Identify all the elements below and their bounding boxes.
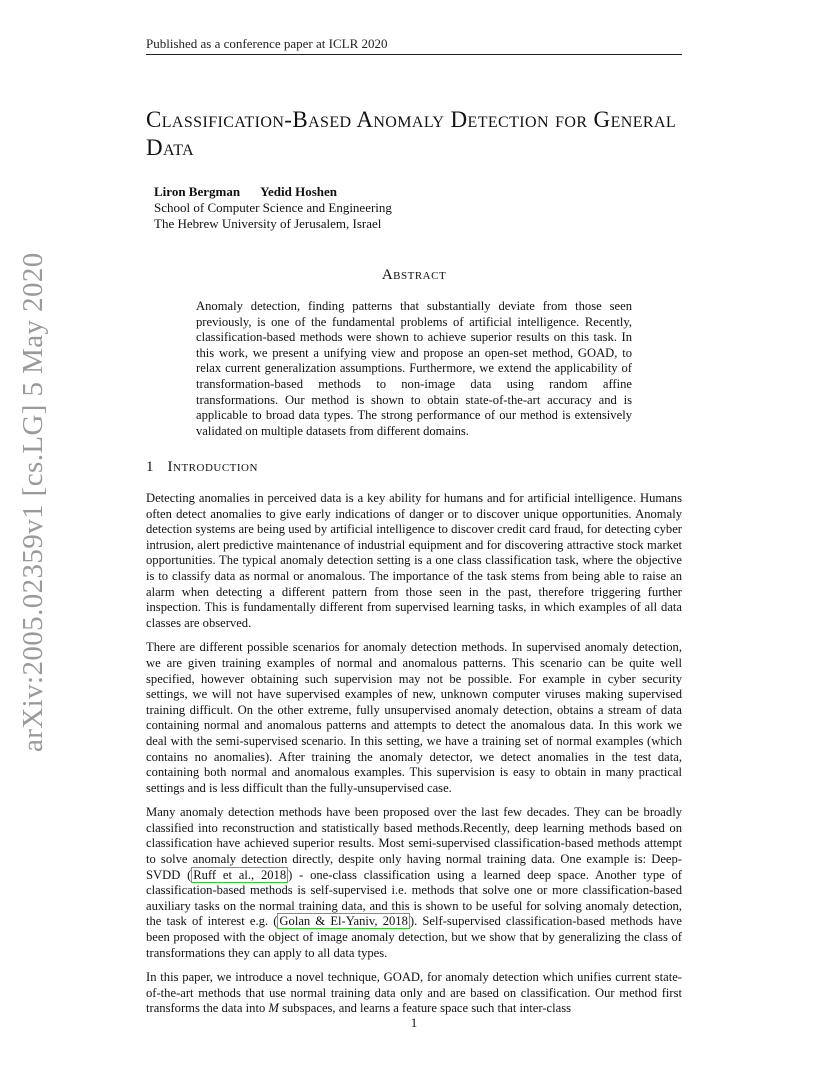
paragraph: Detecting anomalies in perceived data is a key ability for humans and for artificial intelligence. Humans often detect anomalies to give early indications of danger or to discover unique opportunities. Anomaly detection systems are being used by artificial intelligence to discover credit card fraud, for detecting cyber intrusion, alert predictive maintenance of industrial equipment and for discovering attractive stock market opportunities. The typical anomaly detection setting is a one class classification task, where the objective is to classify data as normal or anomalous. The importance of the task stems from being able to raise an alarm when detecting a different pattern from those seen in the past, therefore triggering further inspection. This is fundamentally different from supervised learning tasks, in which examples of all data classes are observed.: [146, 491, 682, 630]
page-number: 1: [410, 1015, 418, 1030]
affiliation-line: School of Computer Science and Engineering: [154, 200, 392, 215]
paragraph: There are different possible scenarios for anomaly detection methods. In supervised anomaly detection, we are given training examples of normal and anomalous patterns. This scenario can be quite well specified, however obtaining such supervision may not be possible. For example in cyber security settings, we will not have supervised examples of new, unknown computer viruses making supervised training difficult. On the other extreme, fully unsupervised anomaly detection, obtains a stream of data containing normal and anomalous patterns and attempts to detect the anomalous data. In this work we deal with the semi-supervised scenario. In this setting, we have a training set of normal examples (which contains no anomalies). After training the anomaly detector, we detect anomalies in the test data, containing both normal and anomalous examples. This supervision is easy to obtain in many practical settings and is less difficult than the fully-unsupervised case.: [146, 640, 682, 795]
author-names: [154, 184, 392, 200]
affiliation-line: The Hebrew University of Jerusalem, Israel: [154, 216, 382, 231]
paragraph: [146, 805, 682, 961]
body-text: [146, 491, 682, 1026]
arxiv-side-identifier: arXiv:2005.02359v1 [cs.LG] 5 May 2020: [17, 252, 49, 752]
abstract-heading: Abstract: [381, 267, 447, 283]
section-heading: [146, 459, 258, 476]
author-name: Liron Bergman: [154, 184, 241, 199]
paper-title: Classification-Based Anomaly Detection for General Data: [146, 107, 677, 160]
citation-link[interactable]: Golan & El-Yaniv, 2018: [279, 914, 408, 929]
paragraph-text: subspaces, and learns a feature space such that inter-class: [278, 1001, 572, 1016]
paragraph-text: Many anomaly detection methods have been proposed over the last few decades. They can be broadly classified into reconstruction and statistically based methods.Recently, deep learning methods based on classification have achieved superior results. Most semi-supervised classification-based methods attempt to solve anomaly detection directly, despite only having normal training data. One example is: Deep-SVDD (: [146, 805, 682, 882]
paragraph-text: ) - one-class classification using a learned deep space. Another type of classification-based methods is self-supervised i.e. methods that solve one or more classification-based auxiliary tasks on the normal training data, and this is shown to be useful for solving anomaly detection, the task of interest e.g. (: [146, 867, 682, 929]
paragraph: [146, 970, 682, 1017]
math-variable: M: [268, 1001, 279, 1016]
header-rule: [146, 54, 682, 55]
section-number: 1: [146, 459, 154, 475]
paragraph-text: In this paper, we introduce a novel technique, GOAD, for anomaly detection which unifies current state-of-the-art methods that use normal training data only and are based on classification. Our method first transforms the data into: [146, 970, 682, 1016]
abstract-text: Anomaly detection, finding patterns that substantially deviate from those seen previously, is one of the fundamental problems of artificial intelligence. Recently, classification-based methods were shown to achieve superior results on this task. In this work, we present a unifying view and propose an open-set method, GOAD, to relax current generalization assumptions. Furthermore, we extend the applicability of transformation-based methods to non-image data using random affine transformations. Our method is shown to obtain state-of-the-art accuracy and is applicable to broad data types. The strong performance of our method is extensively validated on multiple datasets from different domains.: [196, 299, 632, 438]
citation-link[interactable]: Ruff et al., 2018: [193, 867, 287, 882]
section-title: Introduction: [167, 459, 258, 475]
author-block: [154, 184, 392, 232]
running-header: Published as a conference paper at ICLR 2020: [146, 36, 388, 51]
paragraph-text: ). Self-supervised classification-based methods have been proposed with the object of image anomaly detection, but we show that by generalizing the class of transformations they can apply to all data types.: [146, 914, 682, 960]
author-name: Yedid Hoshen: [260, 184, 338, 199]
